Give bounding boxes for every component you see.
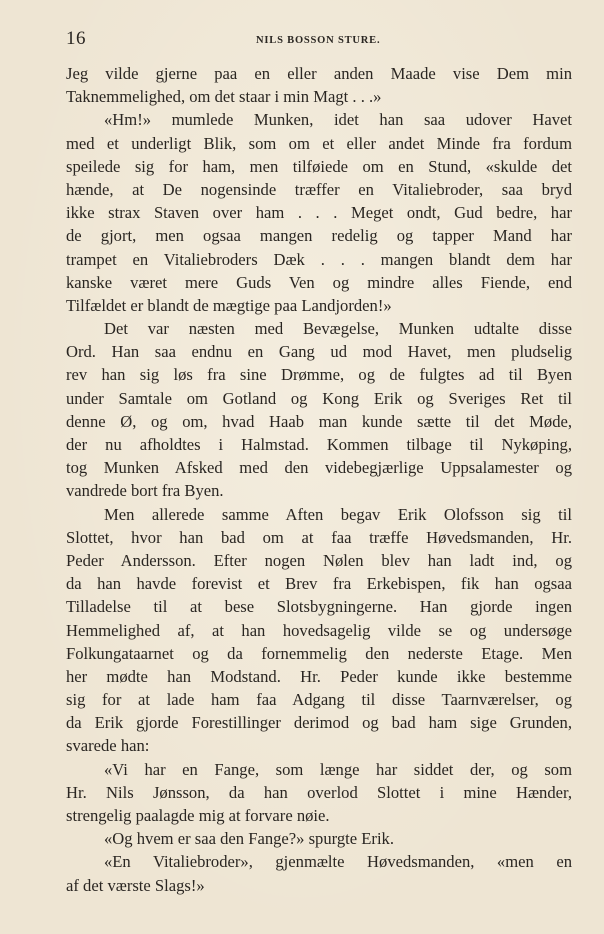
- text-line: Det var næsten med Bevægelse, Munken udtalte disse: [104, 319, 572, 339]
- page-number: 16: [66, 28, 86, 49]
- text-line: Ord. Han saa endnu en Gang ud mod Havet, men pludselig: [66, 342, 572, 362]
- running-head: NILS BOSSON STURE.: [256, 35, 381, 46]
- body-text: [66, 62, 572, 897]
- text-line: da Erik gjorde Forestillinger derimod og bad ham sige Grunden,: [66, 713, 572, 733]
- text-line: Men allerede samme Aften begav Erik Olofsson sig til: [104, 504, 572, 524]
- text-line: af det værste Slags!»: [66, 875, 205, 895]
- text-line: hænde, at De nogensinde træffer en Vitaliebroder, saa bryd: [66, 179, 572, 199]
- text-line: rev han sig løs fra sine Drømme, og de fulgtes ad til Byen: [66, 365, 572, 385]
- text-line: «En Vitaliebroder», gjenmælte Høvedsmanden, «men en: [104, 852, 572, 872]
- text-line: trampet en Vitaliebroders Dæk . . . mangen blandt dem har: [66, 249, 572, 269]
- text-line: Peder Andersson. Efter nogen Nølen blev han ladt ind, og: [66, 550, 572, 570]
- text-line: vandrede bort fra Byen.: [66, 481, 224, 501]
- text-line: Tilladelse til at bese Slotsbygningerne. Han gjorde ingen: [66, 597, 572, 617]
- text-line: Hr. Nils Jønsson, da han overlod Slottet i mine Hænder,: [66, 782, 572, 802]
- text-line: Hemmelighed af, at han hovedsagelig vilde se og undersøge: [66, 620, 572, 640]
- text-line: denne Ø, og om, hvad Haab man kunde sætte til det Møde,: [66, 411, 572, 431]
- text-line: under Samtale om Gotland og Kong Erik og Sveriges Ret til: [66, 388, 572, 408]
- text-line: Folkungataarnet og da fornemmelig den nederste Etage. Men: [66, 643, 572, 663]
- text-line: der nu afholdtes i Halmstad. Kommen tilbage til Nykøping,: [66, 435, 572, 454]
- text-line: «Og hvem er saa den Fange?» spurgte Erik.: [104, 829, 395, 849]
- text-line: Taknemmelighed, om det staar i min Magt . . .»: [66, 87, 382, 107]
- text-line: tog Munken Afsked med den videbegjærlige Uppsalamester og: [66, 458, 572, 478]
- text-line: de gjort, men ogsaa mangen redelig og tapper Mand har: [66, 226, 572, 246]
- text-line: svarede han:: [66, 736, 150, 756]
- text-line: Jeg vilde gjerne paa en eller anden Maade vise Dem min: [66, 64, 572, 83]
- text-line: da han havde forevist et Brev fra Erkebispen, fik han ogsaa: [66, 574, 572, 594]
- text-line: «Hm!» mumlede Munken, idet han saa udover Havet: [104, 110, 572, 130]
- text-line: ikke strax Staven over ham . . . Meget ondt, Gud bedre, har: [66, 203, 572, 223]
- text-line: strengelig paalagde mig at forvare nøie.: [66, 806, 330, 825]
- page-header: [66, 28, 576, 54]
- text-line: her mødte han Modstand. Hr. Peder kunde ikke bestemme: [66, 666, 572, 686]
- text-line: Slottet, hvor han bad om at faa træffe Høvedsmanden, Hr.: [66, 527, 572, 547]
- text-line: speilede sig for ham, men tilføiede om en Stund, «skulde det: [66, 156, 572, 176]
- text-line: «Vi har en Fange, som længe har siddet der, og som: [104, 759, 572, 779]
- text-line: med et underligt Blik, som om et eller andet Minde fra fordum: [66, 133, 572, 153]
- text-line: kanske været mere Guds Ven og mindre alles Fiende, end: [66, 272, 572, 292]
- text-line: Tilfældet er blandt de mægtige paa Landjorden!»: [66, 295, 392, 315]
- text-line: sig for at lade ham faa Adgang til disse Taarnværelser, og: [66, 690, 572, 710]
